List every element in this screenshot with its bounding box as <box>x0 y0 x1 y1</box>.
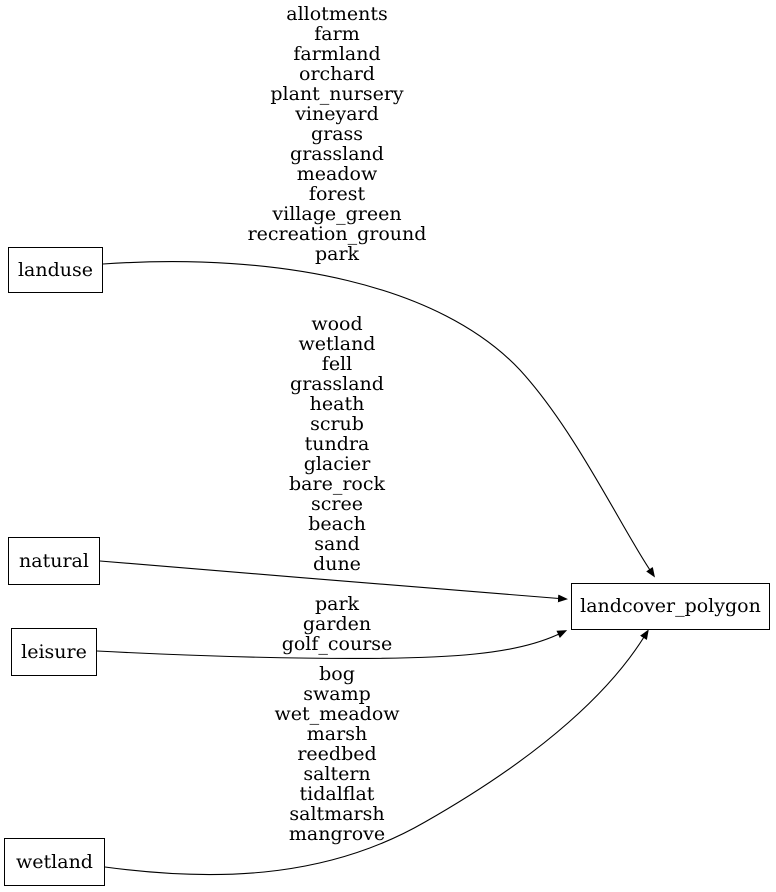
edge-label-line: bog <box>319 663 355 685</box>
node-landuse <box>8 247 103 293</box>
edge-label-line: mangrove <box>288 823 386 845</box>
edge-label-line: vineyard <box>295 103 379 125</box>
edge-label-line: grassland <box>290 373 384 395</box>
edge-label-line: saltmarsh <box>289 803 385 825</box>
edge-label-line: tidalflat <box>299 783 375 805</box>
edge-label-line: dune <box>313 553 361 575</box>
edge-label-line: forest <box>308 183 366 205</box>
edge-label-line: wood <box>311 313 363 335</box>
edge-label-line: garden <box>302 613 372 635</box>
edge-label-line: saltern <box>303 763 371 785</box>
edge-label-line: heath <box>309 393 365 415</box>
node-landuse-label: landuse <box>17 258 94 281</box>
node-wetland <box>4 838 105 886</box>
edge-label-line: meadow <box>296 163 378 185</box>
edge-label-line: wetland <box>298 333 376 355</box>
edge-label-line: bare_rock <box>289 473 385 495</box>
edge-label-line: fell <box>321 353 353 375</box>
edge-label-line: park <box>314 593 360 615</box>
edge-label-leisure-values <box>187 594 487 654</box>
edge-label-line: beach <box>308 513 366 535</box>
edge-label-line: swamp <box>303 683 371 705</box>
edge-label-wetland-values <box>187 664 487 844</box>
edge-label-line: sand <box>314 533 360 555</box>
edge-label-line: village_green <box>272 203 402 225</box>
node-wetland-label: wetland <box>16 850 93 873</box>
node-leisure-label: leisure <box>21 640 87 663</box>
node-natural <box>8 537 100 585</box>
edge-label-line: orchard <box>299 63 375 85</box>
edge-label-line: glacier <box>303 453 371 475</box>
edge-label-line: scrub <box>310 413 364 435</box>
edge-label-natural-values <box>187 314 487 574</box>
edge-label-landuse-values <box>187 4 487 264</box>
edge-label-line: tundra <box>304 433 370 455</box>
edge-label-line: grassland <box>290 143 384 165</box>
edge-label-line: marsh <box>306 723 368 745</box>
node-landcover-polygon-label: landcover_polygon <box>580 595 761 617</box>
edge-label-line: farmland <box>293 43 381 65</box>
edge-label-line: grass <box>310 123 364 145</box>
edge-label-line: scree <box>311 493 363 515</box>
node-natural-label: natural <box>19 549 89 572</box>
edge-label-line: reedbed <box>297 743 377 765</box>
edge-label-line: allotments <box>286 3 388 25</box>
node-landcover-polygon <box>571 583 770 630</box>
edge-label-line: wet_meadow <box>274 703 400 725</box>
edge-label-line: recreation_ground <box>247 223 427 245</box>
node-leisure <box>11 628 97 676</box>
edge-label-line: plant_nursery <box>270 83 404 105</box>
edge-label-line: golf_course <box>281 633 393 655</box>
edge-label-line: farm <box>314 23 360 45</box>
edge-label-line: park <box>314 243 360 265</box>
